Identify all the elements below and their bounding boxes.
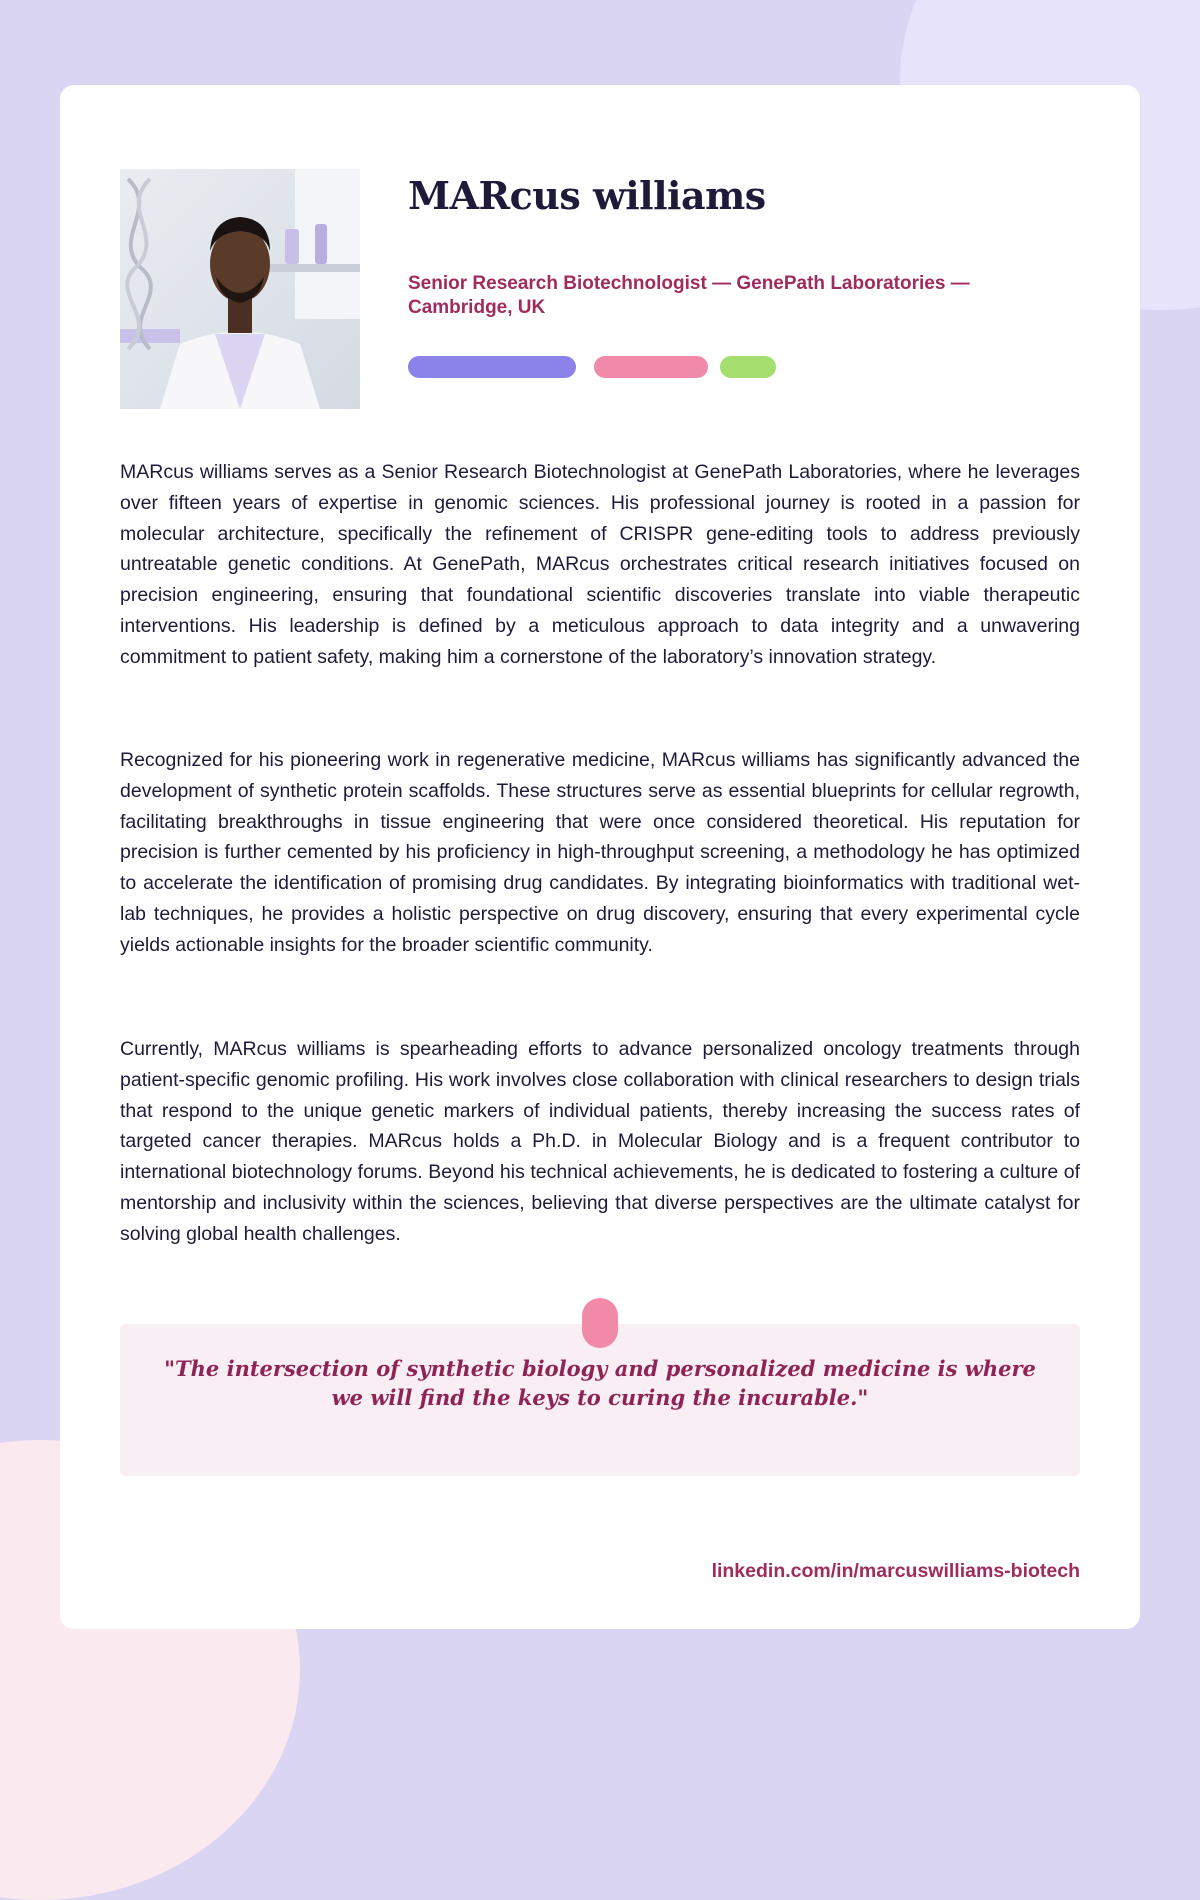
portrait-photo — [120, 169, 360, 409]
accent-pill-green — [720, 356, 776, 378]
accent-pill-pink — [594, 356, 708, 378]
bio-paragraph-1: MARcus williams serves as a Senior Research Biotechnologist at GenePath Laboratories, where he leverages over fifteen years of expertise in genomic sciences. His professional journey is rooted in a passion for molecular architecture, specifically the refinement of CRISPR gene-editing tools to address previously untreatable genetic conditions. At GenePath, MARcus orchestrates critical research initiatives focused on precision engineering, ensuring that foundational scientific discoveries translate into viable therapeutic interventions. His leadership is defined by a meticulous approach to data integrity and a unwavering commitment to patient safety, making him a cornerstone of the laboratory’s innovation strategy. — [120, 461, 1080, 668]
profile-name: MARcus williams — [408, 173, 766, 218]
bio-paragraph-2: Recognized for his pioneering work in regenerative medicine, MARcus williams has significantly advanced the development of synthetic protein scaffolds. These structures serve as essential blueprints for cellular regrowth, facilitating breakthroughs in tissue engineering that were once considered theoretical. His reputation for precision is further cemented by his proficiency in high-throughput screening, a methodology he has optimized to accelerate the identification of promising drug candidates. By integrating bioinformatics with traditional wet-lab techniques, he provides a holistic perspective on drug discovery, ensuring that every experimental cycle yields actionable insights for the broader scientific community. — [120, 749, 1080, 956]
portrait-photo-icon — [120, 169, 360, 409]
quote-accent-icon — [582, 1298, 618, 1348]
profile-card — [60, 85, 1140, 1629]
profile-role: Senior Research Biotechnologist — GenePath Laboratories — Cambridge, UK — [408, 273, 970, 318]
accent-pill-purple — [408, 356, 576, 378]
quote-text: "The intersection of synthetic biology and personalized medicine is where we will find the keys to curing the incurable." — [164, 1356, 1036, 1410]
bio-paragraph-3: Currently, MARcus williams is spearheading efforts to advance personalized oncology treatments through patient-specific genomic profiling. His work involves close collaboration with clinical researchers to design trials that respond to the unique genetic markers of individual patients, thereby increasing the success rates of targeted cancer therapies. MARcus holds a Ph.D. in Molecular Biology and is a frequent contributor to international biotechnology forums. Beyond his technical achievements, he is dedicated to fostering a culture of mentorship and inclusivity within the sciences, believing that diverse perspectives are the ultimate catalyst for solving global health challenges. — [120, 1038, 1080, 1245]
linkedin-link[interactable]: linkedin.com/in/marcuswilliams-biotech — [711, 1560, 1080, 1582]
